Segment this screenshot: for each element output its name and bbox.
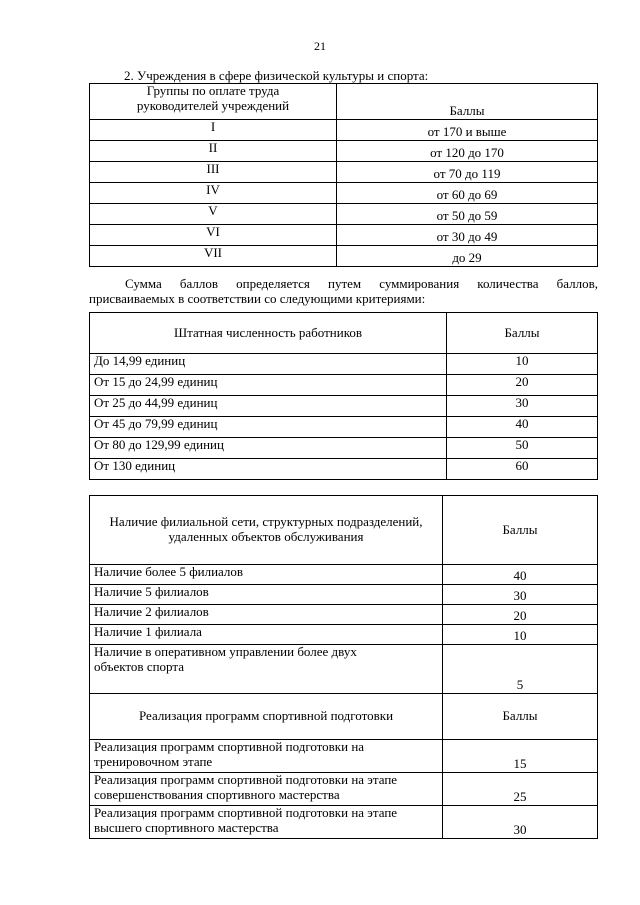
points-cell: 30: [447, 396, 598, 417]
group-cell: II: [90, 141, 337, 162]
points-cell: 40: [443, 565, 598, 585]
criterion-cell: Наличие более 5 филиалов: [90, 565, 443, 585]
table-row: [90, 354, 598, 375]
branches-and-programs-table: [89, 495, 598, 839]
table-row: [90, 438, 598, 459]
pay-groups-table: [89, 83, 598, 267]
points-cell: до 29: [337, 246, 598, 267]
points-cell: 30: [443, 585, 598, 605]
table-row: [90, 396, 598, 417]
header-points: Баллы: [337, 84, 598, 120]
criterion-cell: Наличие 1 филиала: [90, 625, 443, 645]
criterion-cell: Реализация программ спортивной подготовки на этапе совершенствования спортивного мастерства: [90, 773, 443, 806]
points-cell: от 120 до 170: [337, 141, 598, 162]
criteria-paragraph: [89, 277, 598, 307]
group-cell: V: [90, 204, 337, 225]
points-cell: от 60 до 69: [337, 183, 598, 204]
criterion-cell: Реализация программ спортивной подготовки на тренировочном этапе: [90, 740, 443, 773]
points-cell: 10: [443, 625, 598, 645]
table-row: [90, 645, 598, 694]
header-branch-network: Наличие филиальной сети, структурных подразделений, удаленных объектов обслуживания: [90, 496, 443, 565]
criterion-cell: От 80 до 129,99 единиц: [90, 438, 447, 459]
table-row: [90, 459, 598, 480]
criterion-cell: Наличие 2 филиалов: [90, 605, 443, 625]
points-cell: 10: [447, 354, 598, 375]
section-heading: 2. Учреждения в сфере физической культуры и спорта:: [124, 68, 429, 83]
table-row: [90, 375, 598, 396]
header-points: Баллы: [443, 496, 598, 565]
points-cell: от 170 и выше: [337, 120, 598, 141]
table-row: [90, 806, 598, 839]
points-cell: 20: [443, 605, 598, 625]
header-staff-count: Штатная численность работников: [90, 313, 447, 354]
header-points: Баллы: [443, 694, 598, 740]
points-cell: от 30 до 49: [337, 225, 598, 246]
table-row: [90, 225, 598, 246]
table-row: [90, 162, 598, 183]
points-cell: от 50 до 59: [337, 204, 598, 225]
header-sport-programs: Реализация программ спортивной подготовки: [90, 694, 443, 740]
points-cell: 60: [447, 459, 598, 480]
page-number: 21: [314, 39, 326, 53]
table-row: [90, 565, 598, 585]
group-cell: IV: [90, 183, 337, 204]
criterion-cell: Реализация программ спортивной подготовки на этапе высшего спортивного мастерства: [90, 806, 443, 839]
table-row: [90, 120, 598, 141]
paragraph-line-2: присваиваемых в соответствии со следующими критериями:: [89, 290, 426, 306]
table-row: [90, 740, 598, 773]
criterion-cell: От 130 единиц: [90, 459, 447, 480]
table-row: [90, 183, 598, 204]
group-cell: III: [90, 162, 337, 183]
points-cell: 5: [443, 645, 598, 694]
group-cell: VI: [90, 225, 337, 246]
table-row: [90, 585, 598, 605]
group-cell: I: [90, 120, 337, 141]
table-row: [90, 605, 598, 625]
staff-count-table: [89, 312, 598, 480]
header-points: Баллы: [447, 313, 598, 354]
criterion-cell: От 45 до 79,99 единиц: [90, 417, 447, 438]
paragraph-line-1: Сумма баллов определяется путем суммирования количества баллов,: [125, 276, 598, 291]
table-row: [90, 417, 598, 438]
header-groups: Группы по оплате труда руководителей учреждений: [90, 84, 337, 120]
criterion-cell: До 14,99 единиц: [90, 354, 447, 375]
table-header-row: [90, 496, 598, 565]
points-cell: 20: [447, 375, 598, 396]
points-cell: 25: [443, 773, 598, 806]
table-header-row: [90, 313, 598, 354]
points-cell: 15: [443, 740, 598, 773]
table-row: [90, 204, 598, 225]
table-row: [90, 246, 598, 267]
points-cell: 40: [447, 417, 598, 438]
criterion-cell: Наличие 5 филиалов: [90, 585, 443, 605]
points-cell: от 70 до 119: [337, 162, 598, 183]
table-header-row: [90, 84, 598, 120]
points-cell: 30: [443, 806, 598, 839]
criterion-cell: От 25 до 44,99 единиц: [90, 396, 447, 417]
criterion-cell: От 15 до 24,99 единиц: [90, 375, 447, 396]
table-header-row: [90, 694, 598, 740]
points-cell: 50: [447, 438, 598, 459]
table-row: [90, 625, 598, 645]
table-row: [90, 773, 598, 806]
group-cell: VII: [90, 246, 337, 267]
criterion-cell: Наличие в оперативном управлении более двух объектов спорта: [90, 645, 443, 694]
table-row: [90, 141, 598, 162]
